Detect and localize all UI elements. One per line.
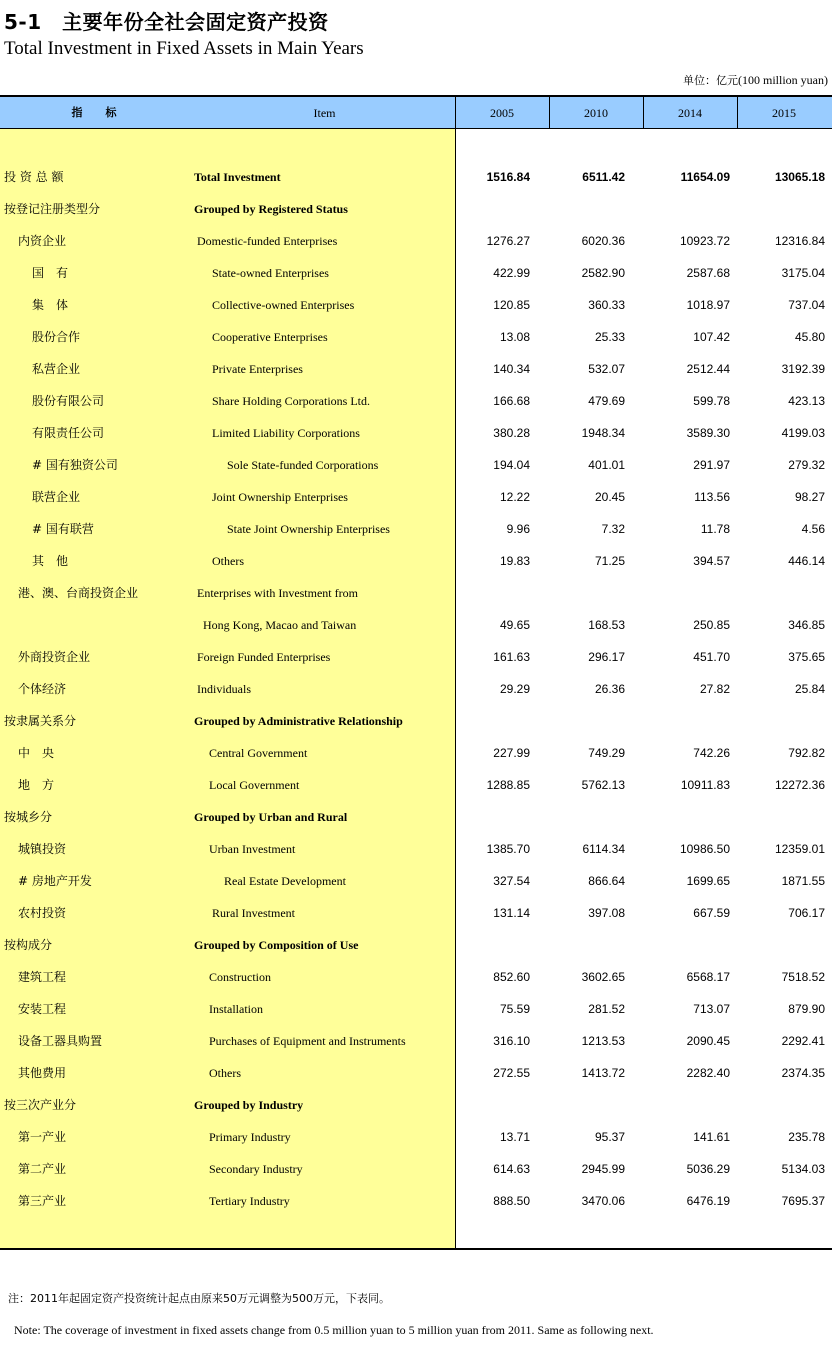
table-row: [0, 289, 832, 321]
table-row: [0, 321, 832, 353]
cell-2010: 360.33: [588, 298, 625, 312]
cell-2015: 2292.41: [781, 1034, 825, 1048]
cell-2014: 3589.30: [686, 426, 730, 440]
row-label-cn: 城镇投资: [18, 842, 67, 856]
cell-2010: 296.17: [588, 650, 625, 664]
row-label-en: Others: [212, 554, 244, 568]
cell-2005: 9.96: [506, 522, 530, 536]
cell-2014: 2282.40: [686, 1066, 730, 1080]
cell-2010: 3602.65: [581, 970, 625, 984]
cell-2015: 7695.37: [781, 1194, 825, 1208]
row-label-en: Grouped by Administrative Relationship: [194, 714, 403, 728]
table-row: [0, 705, 832, 737]
table-row: [0, 417, 832, 449]
cell-2014: 10986.50: [679, 842, 730, 856]
table-row: [0, 385, 832, 417]
table-row: [0, 993, 832, 1025]
cell-2015: 12359.01: [774, 842, 825, 856]
cell-2010: 5762.13: [581, 778, 625, 792]
row-label-en: Secondary Industry: [209, 1162, 303, 1176]
row-label-en: Central Government: [209, 746, 308, 760]
cell-2015: 12272.36: [774, 778, 825, 792]
cell-2015: 4.56: [801, 522, 825, 536]
header-year-2005: 2005: [455, 97, 548, 129]
cell-2010: 168.53: [588, 618, 625, 632]
row-label-cn: 港、澳、台商投资企业: [18, 586, 139, 600]
row-label-en: Installation: [209, 1002, 263, 1016]
cell-2010: 401.01: [588, 458, 625, 472]
row-label-en: Sole State-funded Corporations: [227, 458, 379, 472]
row-label-en: Total Investment: [194, 170, 281, 184]
cell-2010: 1413.72: [581, 1066, 625, 1080]
table-body: [0, 161, 832, 1217]
cell-2015: 346.85: [788, 618, 825, 632]
cell-2015: 235.78: [788, 1130, 825, 1144]
table-row: [0, 769, 832, 801]
row-label-cn: # 国有独资公司: [32, 458, 118, 472]
row-label-en: State-owned Enterprises: [212, 266, 329, 280]
cell-2005: 140.34: [493, 362, 530, 376]
cell-2014: 667.59: [693, 906, 730, 920]
cell-2015: 2374.35: [781, 1066, 825, 1080]
cell-2010: 397.08: [588, 906, 625, 920]
page-title-en: Total Investment in Fixed Assets in Main Years: [4, 38, 364, 59]
row-label-en: Foreign Funded Enterprises: [197, 650, 331, 664]
row-label-en: Tertiary Industry: [209, 1194, 290, 1208]
header-item-en: Item: [313, 106, 336, 120]
table-row: [0, 1089, 832, 1121]
cell-2005: 1385.70: [486, 842, 530, 856]
cell-2015: 279.32: [788, 458, 825, 472]
table-row: [0, 897, 832, 929]
page-title-cn: 5-1 主要年份全社会固定资产投资: [4, 10, 329, 34]
cell-2005: 12.22: [499, 490, 530, 504]
cell-2015: 1871.55: [781, 874, 825, 888]
row-label-en: Primary Industry: [209, 1130, 291, 1144]
cell-2015: 3192.39: [781, 362, 825, 376]
row-label-cn: 外商投资企业: [18, 650, 91, 664]
cell-2010: 2582.90: [581, 266, 625, 280]
row-label-cn: 个体经济: [18, 682, 67, 696]
row-label-en: Grouped by Urban and Rural: [194, 810, 348, 824]
cell-2015: 3175.04: [781, 266, 825, 280]
row-label-cn: 第一产业: [18, 1130, 67, 1144]
row-label-cn: # 国有联营: [32, 522, 94, 536]
row-label-en: Grouped by Composition of Use: [194, 938, 359, 952]
header-year-2014: 2014: [643, 97, 736, 129]
cell-2010: 479.69: [588, 394, 625, 408]
cell-2014: 1699.65: [686, 874, 730, 888]
investment-table: [0, 95, 832, 1249]
cell-2014: 250.85: [693, 618, 730, 632]
cell-2015: 737.04: [788, 298, 825, 312]
cell-2015: 25.84: [794, 682, 825, 696]
row-label-en: Domestic-funded Enterprises: [197, 234, 338, 248]
cell-2005: 166.68: [493, 394, 530, 408]
cell-2005: 1288.85: [486, 778, 530, 792]
cell-2010: 1948.34: [581, 426, 625, 440]
table-row: [0, 609, 832, 641]
table-row: [0, 1025, 832, 1057]
cell-2014: 10923.72: [679, 234, 730, 248]
row-label-en: Grouped by Registered Status: [194, 202, 348, 216]
cell-2005: 272.55: [493, 1066, 530, 1080]
row-label-cn: 第三产业: [18, 1194, 67, 1208]
cell-2010: 95.37: [594, 1130, 625, 1144]
row-label-en: Private Enterprises: [212, 362, 303, 376]
table-row: [0, 929, 832, 961]
header-year-2015: 2015: [737, 97, 830, 129]
row-label-en: State Joint Ownership Enterprises: [227, 522, 390, 536]
table-row: [0, 161, 832, 193]
cell-2010: 6511.42: [582, 170, 625, 184]
row-label-cn: 其他费用: [18, 1066, 67, 1080]
cell-2014: 2587.68: [686, 266, 730, 280]
row-label-en: Individuals: [197, 682, 251, 696]
cell-2014: 10911.83: [680, 778, 730, 792]
cell-2010: 1213.53: [581, 1034, 625, 1048]
row-label-cn: 农村投资: [18, 906, 67, 920]
cell-2005: 19.83: [499, 554, 530, 568]
table-bottom-border: [0, 1248, 832, 1250]
cell-2014: 27.82: [699, 682, 730, 696]
table-row: [0, 513, 832, 545]
cell-2005: 380.28: [493, 426, 530, 440]
table-row: [0, 481, 832, 513]
table-row: [0, 577, 832, 609]
unit-label-cn: 单位：亿元: [683, 74, 738, 87]
cell-2014: 6568.17: [686, 970, 730, 984]
cell-2010: 25.33: [594, 330, 625, 344]
table-row: [0, 801, 832, 833]
cell-2015: 446.14: [788, 554, 825, 568]
table-row: [0, 1121, 832, 1153]
cell-2015: 423.13: [788, 394, 825, 408]
cell-2005: 161.63: [493, 650, 530, 664]
table-header: [0, 95, 832, 129]
table-row: [0, 449, 832, 481]
row-label-en: Enterprises with Investment from: [197, 586, 358, 600]
row-label-cn: 按隶属关系分: [4, 714, 77, 728]
note-en: Note: The coverage of investment in fixed assets change from 0.5 million yuan to 5 million yuan from 2011. Same as following next.: [14, 1323, 654, 1337]
row-label-cn: 内资企业: [18, 234, 67, 248]
table-row: [0, 225, 832, 257]
cell-2005: 13.71: [499, 1130, 530, 1144]
row-label-cn: 按构成分: [4, 938, 53, 952]
row-label-cn: 第二产业: [18, 1162, 67, 1176]
cell-2010: 749.29: [588, 746, 625, 760]
cell-2010: 2945.99: [581, 1162, 625, 1176]
header-year-2010: 2010: [549, 97, 642, 129]
cell-2005: 227.99: [493, 746, 530, 760]
row-label-cn: 按三次产业分: [4, 1098, 77, 1112]
cell-2010: 71.25: [594, 554, 625, 568]
cell-2005: 120.85: [493, 298, 530, 312]
row-label-cn: 设备工器具购置: [18, 1034, 103, 1048]
row-label-en: Urban Investment: [209, 842, 296, 856]
cell-2005: 29.29: [499, 682, 530, 696]
cell-2014: 107.42: [693, 330, 730, 344]
row-label-en: Real Estate Development: [224, 874, 346, 888]
cell-2015: 4199.03: [781, 426, 825, 440]
cell-2005: 1516.84: [486, 170, 530, 184]
row-label-en: Purchases of Equipment and Instruments: [209, 1034, 406, 1048]
row-label-cn: 股份有限公司: [32, 394, 105, 408]
row-label-cn: 联营企业: [32, 490, 81, 504]
row-label-cn: # 房地产开发: [18, 874, 92, 888]
row-label-cn: 地 方: [18, 778, 55, 792]
cell-2005: 852.60: [493, 970, 530, 984]
row-label-cn: 其 他: [32, 554, 69, 568]
table-row: [0, 353, 832, 385]
cell-2015: 375.65: [788, 650, 825, 664]
row-label-cn: 安装工程: [18, 1002, 67, 1016]
row-label-cn: 建筑工程: [18, 970, 67, 984]
table-row: [0, 673, 832, 705]
table-row: [0, 1185, 832, 1217]
table-row: [0, 865, 832, 897]
table-row: [0, 737, 832, 769]
cell-2014: 141.61: [693, 1130, 730, 1144]
table-row: [0, 193, 832, 225]
table-row: [0, 961, 832, 993]
row-label-en: Share Holding Corporations Ltd.: [212, 394, 370, 408]
cell-2005: 422.99: [493, 266, 530, 280]
cell-2015: 45.80: [794, 330, 825, 344]
cell-2010: 20.45: [594, 490, 625, 504]
unit-label: [683, 72, 828, 88]
table-row: [0, 833, 832, 865]
cell-2014: 113.56: [694, 490, 730, 504]
cell-2014: 394.57: [693, 554, 730, 568]
table-row: [0, 641, 832, 673]
cell-2015: 706.17: [788, 906, 825, 920]
cell-2010: 26.36: [594, 682, 625, 696]
row-label-en: Joint Ownership Enterprises: [212, 490, 348, 504]
cell-2010: 6020.36: [581, 234, 625, 248]
cell-2014: 2090.45: [686, 1034, 730, 1048]
row-label-cn: 集 体: [32, 298, 69, 312]
cell-2014: 713.07: [693, 1002, 730, 1016]
row-label-cn: 按城乡分: [4, 810, 53, 824]
unit-label-en: (100 million yuan): [738, 73, 828, 87]
cell-2014: 2512.44: [686, 362, 730, 376]
row-label-en: Limited Liability Corporations: [212, 426, 360, 440]
row-label-en: Local Government: [209, 778, 300, 792]
cell-2014: 6476.19: [686, 1194, 730, 1208]
cell-2015: 5134.03: [781, 1162, 825, 1176]
cell-2014: 11654.09: [680, 170, 730, 184]
table-row: [0, 257, 832, 289]
cell-2010: 866.64: [588, 874, 625, 888]
cell-2005: 75.59: [499, 1002, 530, 1016]
cell-2005: 316.10: [493, 1034, 530, 1048]
cell-2014: 599.78: [693, 394, 730, 408]
cell-2005: 327.54: [493, 874, 530, 888]
cell-2014: 742.26: [693, 746, 730, 760]
cell-2005: 1276.27: [486, 234, 530, 248]
cell-2005: 614.63: [493, 1162, 530, 1176]
row-label-en: Rural Investment: [212, 906, 295, 920]
cell-2015: 792.82: [788, 746, 825, 760]
table-row: [0, 1057, 832, 1089]
row-label-cn: 有限责任公司: [32, 426, 105, 440]
row-label-en: Cooperative Enterprises: [212, 330, 328, 344]
cell-2005: 888.50: [493, 1194, 530, 1208]
cell-2014: 1018.97: [686, 298, 730, 312]
cell-2010: 6114.34: [582, 842, 625, 856]
header-item-cn: 指 标: [71, 106, 123, 119]
cell-2015: 12316.84: [774, 234, 825, 248]
cell-2014: 11.78: [700, 522, 730, 536]
row-label-en: Construction: [209, 970, 271, 984]
cell-2005: 194.04: [493, 458, 530, 472]
row-label-en: Others: [209, 1066, 241, 1080]
cell-2010: 532.07: [588, 362, 625, 376]
row-label-cn: 股份合作: [32, 330, 81, 344]
cell-2005: 13.08: [499, 330, 530, 344]
table-row: [0, 545, 832, 577]
cell-2015: 98.27: [794, 490, 825, 504]
cell-2015: 879.90: [788, 1002, 825, 1016]
cell-2010: 3470.06: [581, 1194, 625, 1208]
cell-2010: 281.52: [588, 1002, 625, 1016]
row-label-cn: 中 央: [18, 746, 55, 760]
cell-2014: 291.97: [693, 458, 730, 472]
cell-2005: 49.65: [499, 618, 530, 632]
row-label-en: Hong Kong, Macao and Taiwan: [203, 618, 357, 632]
cell-2010: 7.32: [601, 522, 625, 536]
row-label-cn: 国 有: [32, 266, 69, 280]
cell-2015: 7518.52: [781, 970, 825, 984]
row-label-cn: 私营企业: [32, 362, 81, 376]
cell-2005: 131.14: [493, 906, 530, 920]
table-row: [0, 1153, 832, 1185]
cell-2014: 5036.29: [686, 1162, 730, 1176]
note-cn: 注：2011年起固定资产投资统计起点由原来50万元调整为500万元，下表同。: [8, 1292, 390, 1305]
cell-2015: 13065.18: [774, 170, 825, 184]
row-label-en: Collective-owned Enterprises: [212, 298, 355, 312]
row-label-cn: 按登记注册类型分: [4, 202, 101, 216]
cell-2014: 451.70: [693, 650, 730, 664]
row-label-cn: 投 资 总 额: [4, 170, 64, 184]
row-label-en: Grouped by Industry: [194, 1098, 304, 1112]
